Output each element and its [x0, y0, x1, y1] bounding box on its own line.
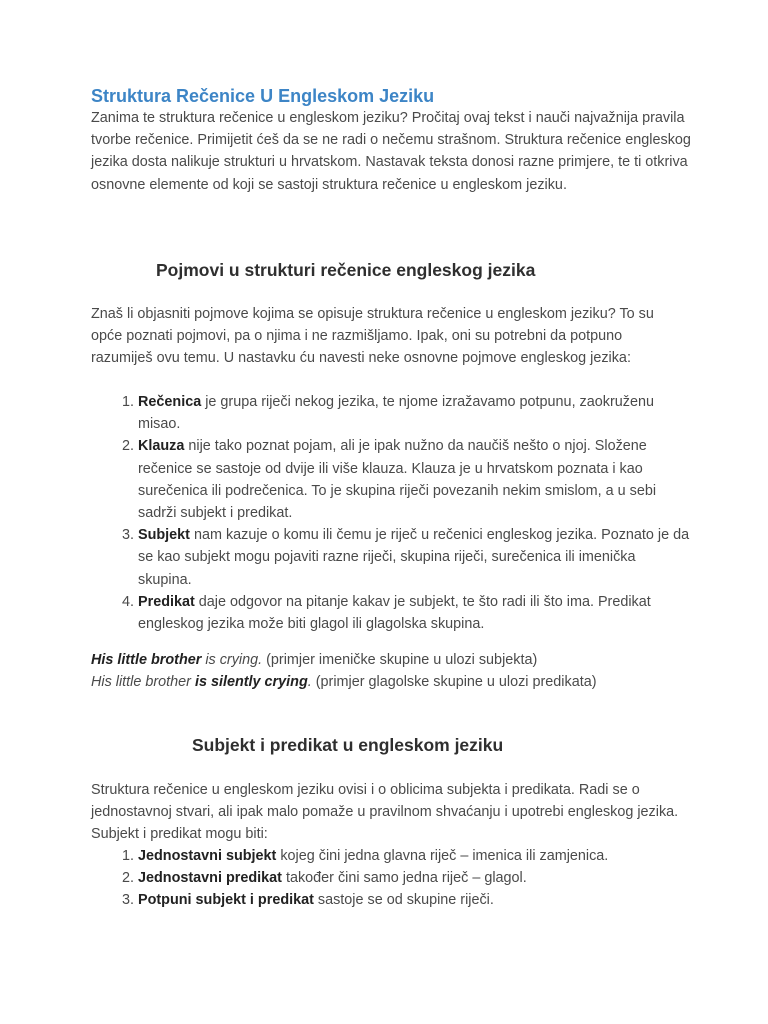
section1-paragraph: Znaš li objasniti pojmove kojima se opisuje struktura rečenice u engleskom jeziku? To su opće poznati pojmovi, pa o njima i ne razmišljamo. Ipak, oni su potrebni da potpuno razumiješ ovu temu. U nastavku ću navesti neke osnovne pojmove engleskog jezika: — [91, 306, 654, 367]
example-subject: His little brother is crying. (primjer imeničke skupine u ulozi subjekta) — [91, 652, 538, 668]
list-item: 3. Potpuni subjekt i predikat sastoje se od skupine riječi. — [138, 889, 693, 911]
list-item: 2. Klauza nije tako poznat pojam, ali je ipak nužno da naučiš nešto o njoj. Složene rečenice se sastoje od dvije ili više klauza. Klauza je u hrvatskom poznata i kao surečenica ili podrečenica. To je skupina riječi povezanih nekim smislom, a u sebi sadrži subjekt i predikat. — [138, 435, 693, 524]
list-item: 1. Jednostavni subjekt kojeg čini jedna glavna riječ – imenica ili zamjenica. — [138, 845, 693, 867]
section2-heading: Subjekt i predikat u engleskom jeziku — [192, 735, 504, 755]
terms-list — [91, 391, 693, 635]
section1-heading: Pojmovi u strukturi rečenice engleskog jezika — [156, 260, 536, 280]
intro-paragraph: Zanima te struktura rečenice u engleskom jeziku? Pročitaj ovaj tekst i nauči najvažnija pravila tvorbe rečenice. Primijetit ćeš da se ne radi o nečemu strašnom. Struktura rečenice engleskog jezika dosta nalikuje strukturi u hrvatskom. Nastavak teksta donosi razne primjere, te ti otkriva osnovne elemente od koji se sastoji struktura rečenice u engleskom jeziku. — [91, 110, 691, 193]
list-item: 4. Predikat daje odgovor na pitanje kakav je subjekt, te što radi ili što ima. Predikat engleskog jezika može biti glagol ili glagolska skupina. — [138, 591, 693, 635]
list-item: 2. Jednostavni predikat također čini samo jedna riječ – glagol. — [138, 867, 693, 889]
section2-paragraph: Struktura rečenice u engleskom jeziku ovisi i o oblicima subjekta i predikata. Radi se o jednostavnoj stvari, ali ipak malo pomaže u pravilnom shvaćanju i upotrebi engleskog jezika. Subjekt i predikat mogu biti: — [91, 782, 679, 843]
list-item: 3. Subjekt nam kazuje o komu ili čemu je riječ u rečenici engleskog jezika. Poznato je da se kao subjekt mogu pojaviti razne riječi, skupina riječi, surečenica ili imenička skupina. — [138, 524, 693, 591]
document-title: Struktura Rečenice U Engleskom Jeziku — [91, 86, 435, 106]
forms-list — [91, 845, 693, 912]
example-predicate: His little brother is silently crying. (primjer glagolske skupine u ulozi predikata) — [91, 674, 597, 690]
list-item: 1. Rečenica je grupa riječi nekog jezika, te njome izražavamo potpunu, zaokruženu misao. — [138, 391, 693, 435]
